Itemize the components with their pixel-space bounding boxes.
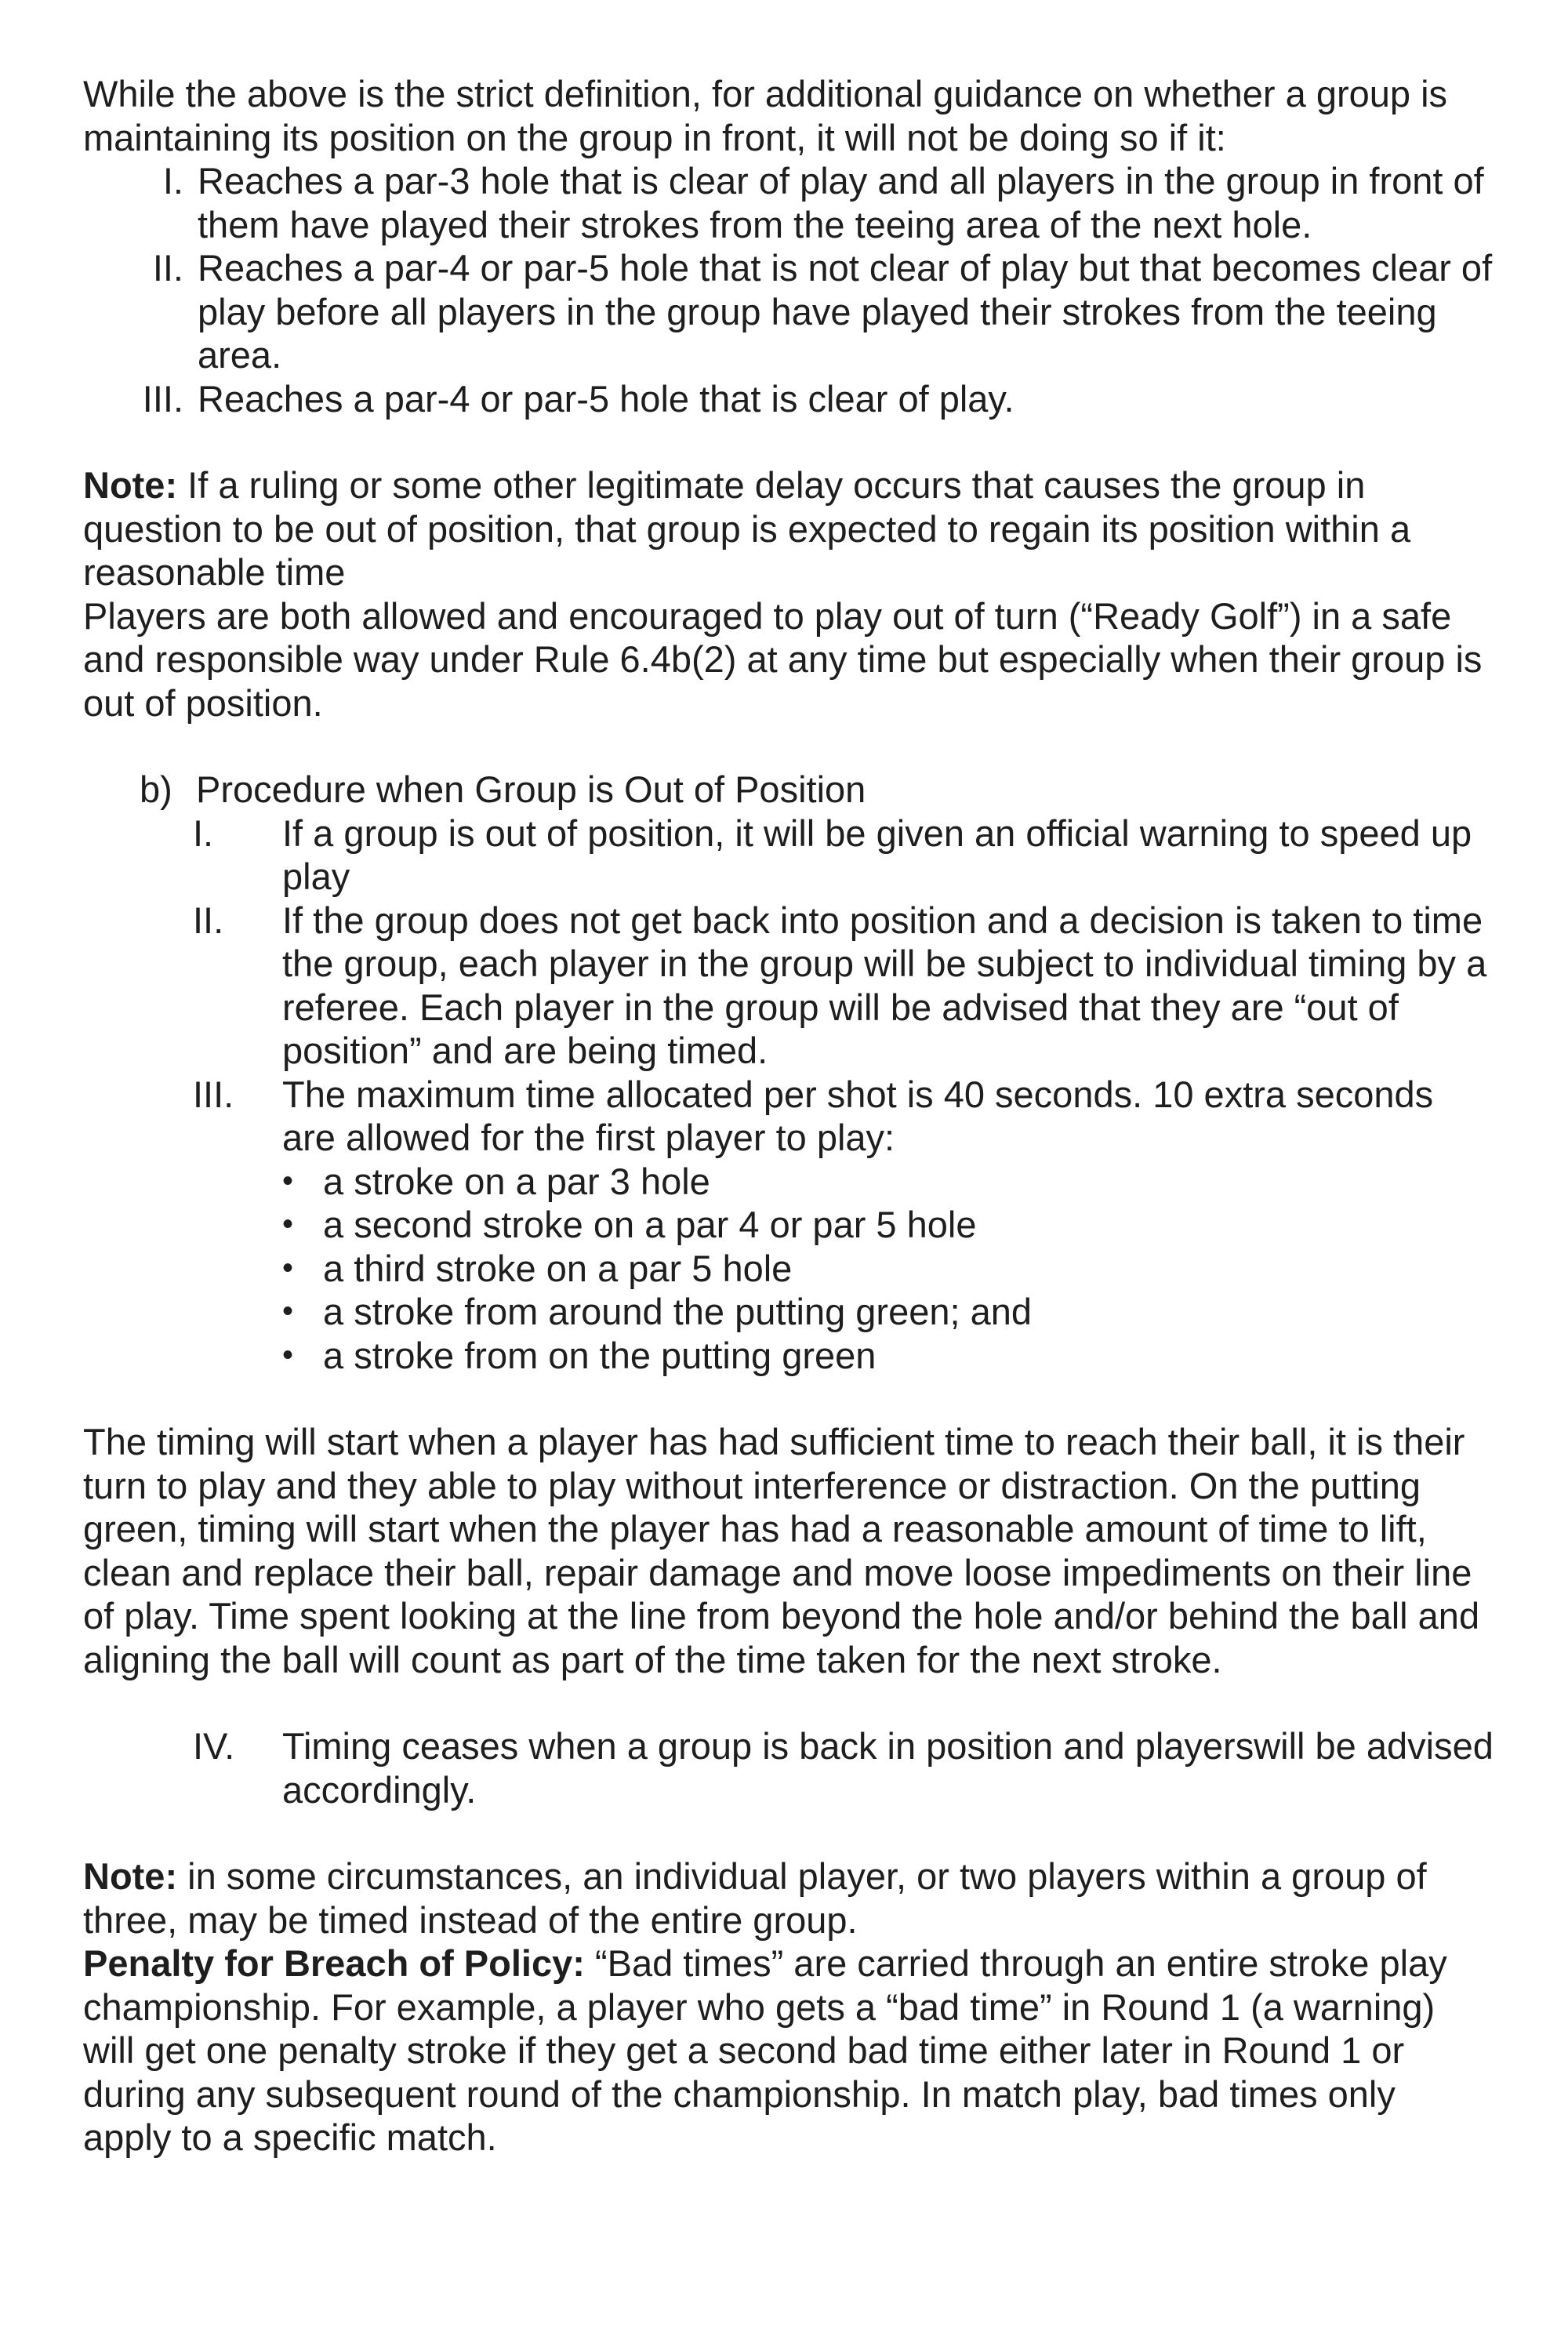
extra-time-bullet-list bbox=[282, 1160, 1494, 1378]
list-item-text: If the group does not get back into position and a decision is taken to time the group, each player in the group will be subject to individual timing by a referee. Each player in the group will be advised that they are “out of position” and are being timed. bbox=[282, 899, 1487, 1071]
list-item-number: II. bbox=[152, 247, 183, 289]
procedure-heading bbox=[140, 768, 1494, 812]
procedure-heading-number: b) bbox=[140, 768, 172, 810]
procedure-list bbox=[193, 812, 1494, 1160]
ready-golf-paragraph: Players are both allowed and encouraged to play out of turn (“Ready Golf”) in a safe and responsible way under Rule 6.4b(2) at any time but especially when their group is out of position. bbox=[83, 594, 1483, 724]
bullet-icon: • bbox=[282, 1337, 294, 1372]
bullet-item bbox=[282, 1247, 1494, 1291]
bullet-item bbox=[282, 1334, 1494, 1378]
list-item-number: III. bbox=[142, 377, 183, 420]
note-text: in some circumstances, an individual player, or two players within a group of three, may be timed instead of the entire group. bbox=[83, 1855, 1427, 1941]
list-item bbox=[133, 377, 1494, 421]
note-label: Note: bbox=[83, 1855, 178, 1897]
bullet-item bbox=[282, 1203, 1494, 1247]
note-timed-paragraph bbox=[83, 1855, 1494, 1942]
timing-ceases-list bbox=[193, 1724, 1494, 1811]
bullet-icon: • bbox=[282, 1250, 294, 1285]
list-item-number: I. bbox=[193, 812, 214, 854]
list-item-text: Reaches a par-3 hole that is clear of play and all players in the group in front of them have played their strokes from the teeing area of the next hole. bbox=[198, 160, 1484, 245]
bullet-text: a second stroke on a par 4 or par 5 hole bbox=[323, 1204, 977, 1245]
list-item bbox=[133, 159, 1494, 246]
bullet-text: a stroke on a par 3 hole bbox=[323, 1160, 710, 1202]
note-label: Note: bbox=[83, 464, 178, 506]
note-text: If a ruling or some other legitimate delay occurs that causes the group in question to be out of position, that group is expected to regain its position within a reasonable time bbox=[83, 464, 1411, 593]
bullet-text: a third stroke on a par 5 hole bbox=[323, 1247, 793, 1289]
note-delay-paragraph bbox=[83, 463, 1494, 594]
penalty-text: “Bad times” are carried through an entire stroke play championship. For example, a player who gets a “bad time” in Round 1 (a warning) will get one penalty stroke if they get a second bad time either later in Round 1 or during any subsequent round of the championship. In match play, bad times only apply to a specific match. bbox=[83, 1942, 1447, 2158]
list-item bbox=[193, 812, 1494, 899]
bullet-icon: • bbox=[282, 1294, 294, 1328]
bullet-icon: • bbox=[282, 1163, 294, 1198]
bullet-icon: • bbox=[282, 1207, 294, 1241]
list-item-text: Reaches a par-4 or par-5 hole that is not clear of play but that becomes clear of play before all players in the group have played their strokes from the teeing area. bbox=[198, 247, 1493, 376]
list-item-text: Reaches a par-4 or par-5 hole that is clear of play. bbox=[198, 377, 1014, 420]
intro-paragraph: While the above is the strict definition, for additional guidance on whether a group is maintaining its position on the group in front, it will not be doing so if it: bbox=[83, 73, 1448, 158]
list-item-text: If a group is out of position, it will be given an official warning to speed up play bbox=[282, 812, 1472, 897]
timing-paragraph: The timing will start when a player has had sufficient time to reach their ball, it is their turn to play and they able to play without interference or distraction. On the putting green, timing will start when the player has had a reasonable amount of time to lift, clean and replace their ball, repair damage and move loose impediments on their line of play. Time spent looking at the line from beyond the hole and/or behind the ball and aligning the ball will count as part of the time taken for the next stroke. bbox=[83, 1421, 1480, 1680]
penalty-paragraph bbox=[83, 1942, 1494, 2160]
bullet-item bbox=[282, 1160, 1494, 1204]
bullet-item bbox=[282, 1290, 1494, 1334]
penalty-label: Penalty for Breach of Policy: bbox=[83, 1942, 585, 1984]
bullet-text: a stroke from around the putting green; and bbox=[323, 1291, 1033, 1332]
bullet-text: a stroke from on the putting green bbox=[323, 1334, 877, 1376]
list-item-number: IV. bbox=[193, 1725, 235, 1767]
list-item-text: The maximum time allocated per shot is 40 seconds. 10 extra seconds are allowed for the first player to play: bbox=[282, 1073, 1434, 1158]
list-item bbox=[133, 246, 1494, 377]
position-criteria-list bbox=[133, 159, 1494, 420]
list-item-text: Timing ceases when a group is back in position and playerswill be advised accordingly. bbox=[282, 1725, 1494, 1811]
list-item-number: I. bbox=[162, 160, 183, 202]
list-item bbox=[193, 899, 1494, 1073]
procedure-heading-title: Procedure when Group is Out of Position bbox=[196, 768, 866, 810]
list-item-number: II. bbox=[193, 899, 224, 941]
list-item bbox=[193, 1073, 1494, 1160]
list-item bbox=[193, 1724, 1494, 1811]
list-item-number: III. bbox=[193, 1073, 234, 1115]
